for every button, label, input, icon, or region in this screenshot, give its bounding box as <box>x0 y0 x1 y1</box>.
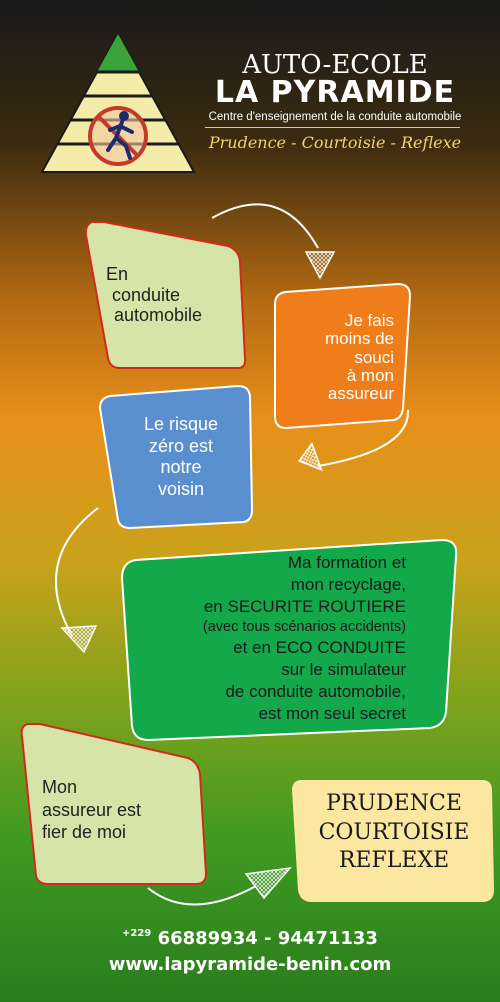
brand-tagline: Centre d'enseignement de la conduite automobile <box>208 111 462 123</box>
step-4-text: Ma formation et mon recyclage, en SECURITE ROUTIERE (avec tous scénarios accidents) et en ECO CONDUITE sur le simulateur de conduite automobile, est mon seul secret <box>202 553 406 724</box>
step-2-text: Je fais moins de souci à mon assureur <box>325 311 394 404</box>
phone-list: 66889934 - 94471133 <box>157 928 378 949</box>
website-link[interactable]: www.lapyramide-benin.com <box>108 954 392 975</box>
values-box: PRUDENCE COURTOISIE REFLEXE <box>318 791 470 874</box>
phone-prefix: +229 <box>122 928 152 939</box>
step-1-text: En conduite automobile <box>106 264 203 326</box>
phone-numbers <box>0 928 500 949</box>
step-3-text: Le risque zéro est notre voisin <box>143 414 219 499</box>
step-5-text: Mon assureur est fier de moi <box>42 777 142 842</box>
brand-top: AUTO-ECOLE <box>242 50 428 80</box>
brand-name: LA PYRAMIDE <box>214 75 456 110</box>
slogan: Prudence - Courtoisie - Reflexe <box>208 133 462 152</box>
